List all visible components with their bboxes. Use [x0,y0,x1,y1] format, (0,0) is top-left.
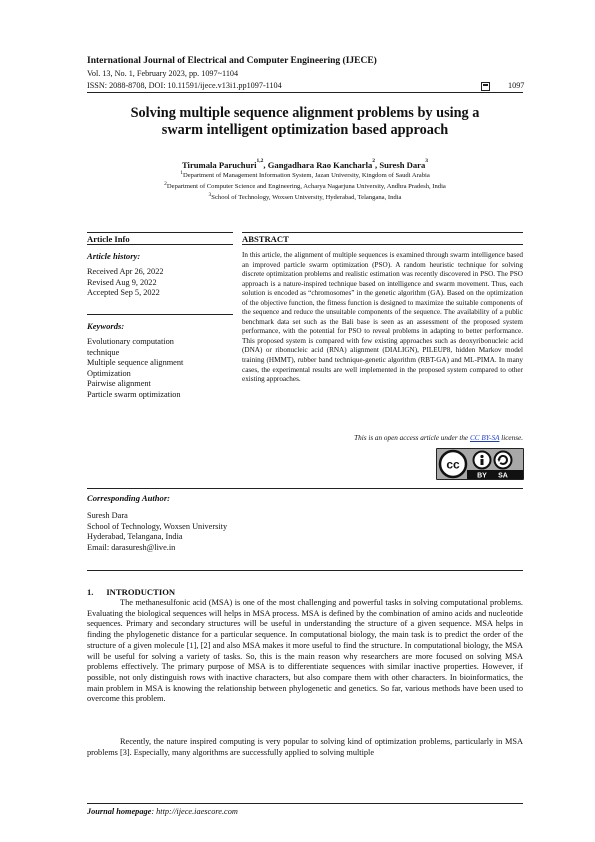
author-name: Tirumala Paruchuri [181,160,257,170]
cc-by-sa-badge-icon[interactable] [436,448,524,480]
keyword-item: Multiple sequence alignment [87,358,184,368]
footer-label: Journal homepage [87,807,152,816]
abstract-top-rule [242,232,523,233]
introduction-heading: 1. INTRODUCTION [87,587,176,597]
history-item: Received Apr 26, 2022 [87,267,164,276]
article-info-head-rule [87,244,233,245]
open-access-note [242,434,523,442]
affiliation [87,183,523,190]
affiliation [87,172,523,179]
footer-rule [87,803,523,804]
footer-url[interactable]: : http://ijece.iaescore.com [151,807,238,816]
keywords-heading: Keywords: [87,321,125,331]
keyword-item: Particle swarm optimization [87,389,181,399]
affiliation-sup: 1 [180,170,183,176]
history-heading: Article history: [87,251,141,261]
author-name: Suresh Dara [379,160,426,170]
keywords-list [87,337,237,401]
affiliation-text: Department of Computer Science and Engineering, Acharya Nagarjuna University, Andhra Pradesh, India [166,183,446,190]
abstract-text: In this article, the alignment of multiple sequences is examined through swarm intelligence based an improved particle swarm optimization (PSO). A random heuristic technique for solving discrete optimization problems and realistic estimation was recently discovered in PSO. The PSO approach is a nature-inspired technique based on intelligence and swarm movement. Thus, each solution is encoded as “chromosomes” in the genetic algorithm (GA). Based on the optimization of the objective function, the fitness function is designed to maximize the suitable components of the sequence and reduce the unsuitable components of the sequence. The availability of a public benchmark data set such as the Bali base is seen as an assessment of the proposed system performance, with the potential for PSO to reveal problems in adapting to better performance. This proposed system is compared with few existing approaches such as deoxyribonucleic acid (DNA) or ribonucleic acid (RNA) alignment (DIALIGN), PILEUP8, hidden Markov model training (HMMT), rubber band technique-genetic algorithm (RBT-GA) and ML-PIMA. In many cases, the experimental results are well implemented in the proposed system compared to other existing approaches. [242,251,523,384]
article-info-heading: Article Info [87,234,130,244]
introduction-paragraph-1: The methanesulfonic acid (MSA) is one of the most challenging and powerful tasks in solving computational problems. Evaluating the biological sequences will helps in MSA process. MSA is defined by the combination of amino acids and nucleotide sequences. Primary and secondary structures will be useful in understanding the structure of a given sequence. MSA helps in finding the phylogenetic distance for a particular sequence. In computational biology, the main task is to predict the order of the structure of a given molecule [1], [2] and also MSA makes it more useful to find the structure. In computational biology, the MSA will be useful for solving a variety of tasks. So, this is the main reason why researchers are more focused on solving MSA problems effectively. The primary purpose of MSA is to differentiate sequences with similar inactive properties. However, if possible, not only distinguish rows with inactive characters, but also compare them with other characters. In bioinformatics, the main problem in MSA is knowing the relationship between phylogenetic and genetics. So far, various methods have been used to overcome this problem. [87,598,523,704]
corresponding-line: School of Technology, Woxsen University [87,521,228,531]
corresponding-email[interactable]: Email: darasuresh@live.in [87,542,176,552]
open-access-prefix: This is an open access article under the [354,434,470,442]
cc-by-sa-link[interactable]: CC BY-SA [469,434,500,442]
issn-doi-line: ISSN: 2088-8708, DOI: 10.11591/ijece.v13i1.pp1097-1104 [87,81,282,90]
keyword-item: Optimization [87,368,131,378]
cc-badge-graphic [437,449,523,479]
affiliation-sup: 3 [208,192,212,198]
keyword-item: Pairwise alignment [87,379,151,389]
keyword-item: Evolutionary computation [87,337,174,346]
corresponding-bottom-rule [87,570,523,571]
journal-homepage [87,807,238,816]
abstract-head-rule [242,244,523,245]
author-name: Gangadhara Rao Kancharla [267,160,373,170]
title-line: Solving multiple sequence alignment problems by using a [130,105,480,121]
keyword-item: technique [87,347,120,357]
author-sup: 1,2 [256,158,264,164]
journal-name: International Journal of Electrical and Computer Engineering (IJECE) [87,56,377,66]
paper-title [87,105,523,139]
corresponding-line: Suresh Dara [87,511,128,520]
affiliation-sup: 2 [164,181,167,187]
abstract-heading: ABSTRACT [242,234,289,244]
corresponding-details [87,511,387,553]
open-access-suffix: license. [499,434,523,442]
affiliation-text: School of Technology, Woxsen University, Hyderabad, Telangana, India [211,194,402,201]
article-info-top-rule [87,232,233,233]
introduction-paragraph-2: Recently, the nature inspired computing is very popular to solving kind of optimization problems, particularly in MSA problems [3]. Especially, many algorithms are successfully applied to solving multiple [87,737,523,757]
page-box-icon [481,82,490,91]
cc-glyph: cc [446,457,460,472]
volume-line: Vol. 13, No. 1, February 2023, pp. 1097~1104 [87,69,239,78]
title-line: swarm intelligent optimization based approach [161,122,449,138]
history-rule [87,314,233,315]
sa-label: SA [498,472,508,479]
author-sup: 2 [372,158,376,164]
by-label: BY [477,472,487,479]
history-list [87,267,233,299]
author-sup: 3 [425,158,429,164]
header-rule [87,92,523,93]
page-number: 1097 [508,81,525,90]
history-item: Accepted Sep 5, 2022 [87,288,160,298]
corresponding-line: Hyderabad, Telangana, India [87,532,183,542]
affiliation [87,194,523,201]
affiliation-text: Department of Management Information System, Jazan University, Kingdom of Saudi Arabia [182,172,430,179]
history-item: Revised Aug 9, 2022 [87,277,157,287]
corresponding-heading: Corresponding Author: [87,493,171,503]
author-list: Tirumala Paruchuri$^{1,2}$, Gangadhara Rao Kancharla$^2$, Suresh Dara$^3$ [181,158,429,170]
box-bottom-rule [87,488,523,489]
